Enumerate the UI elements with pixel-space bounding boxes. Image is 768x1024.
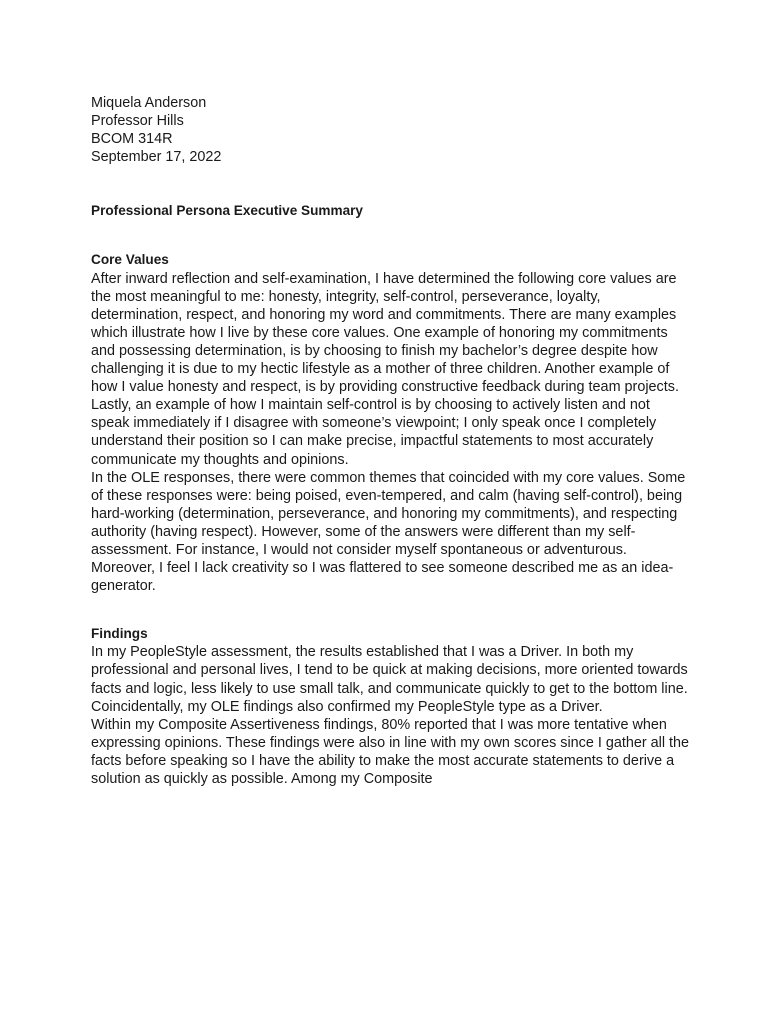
document-title: Professional Persona Executive Summary — [91, 203, 363, 219]
document-body — [91, 94, 691, 788]
author-name: Miquela Anderson — [91, 95, 207, 111]
document-date: September 17, 2022 — [91, 149, 222, 166]
professor-name: Professor Hills — [91, 113, 184, 130]
core-values-paragraph-1: After inward reflection and self-examination, I have determined the following core values are the most meaningful to me: honesty, integrity, self-control, perseverance, loyalty, determination, respect, and honoring my word and commitments. There are many examples which illustrate how I live by these core values. One example of honoring my commitments and possessing determination, is by choosing to finish my bachelor’s degree despite how challenging it is due to my hectic lifestyle as a mother of three children. Another example of how I value honesty and respect, is by providing constructive feedback during team projects. Lastly, an example of how I maintain self-control is by choosing to actively listen and not speak immediately if I disagree with someone’s viewpoint; I only speak once I completely understand their position so I can make precise, impactful statements to most accurately communicate my thoughts and opinions. — [91, 270, 679, 468]
findings-paragraph-1: In my PeopleStyle assessment, the results established that I was a Driver. In both my professional and personal lives, I tend to be quick at making decisions, more oriented towards facts and logic, less likely to use small talk, and communicate quickly to get to the bottom line. Coincidentally, my OLE findings also confirmed my PeopleStyle type as a Driver. — [91, 644, 688, 715]
course-code: BCOM 314R — [91, 131, 173, 148]
findings-paragraph-2: Within my Composite Assertiveness findings, 80% reported that I was more tentative when expressing opinions. These findings were also in line with my own scores since I gather all the facts before speaking so I have the ability to make the most accurate statements to derive a solution as quickly as possible. Among my Composite — [91, 716, 690, 787]
core-values-paragraph-2: In the OLE responses, there were common themes that coincided with my core values. Some of these responses were: being poised, even-tempered, and calm (having self-control), being hard-working (determination, perseverance, and honoring my commitments), and respecting authority (having respect). However, some of the answers were different than my self-assessment. For instance, I would not consider myself spontaneous or adventurous. Moreover, I feel I lack creativity so I was flattered to see someone described me as an idea-generator. — [91, 469, 686, 595]
header-block — [91, 94, 691, 166]
section-heading-core-values: Core Values — [91, 252, 169, 268]
section-heading-findings: Findings — [91, 626, 148, 642]
